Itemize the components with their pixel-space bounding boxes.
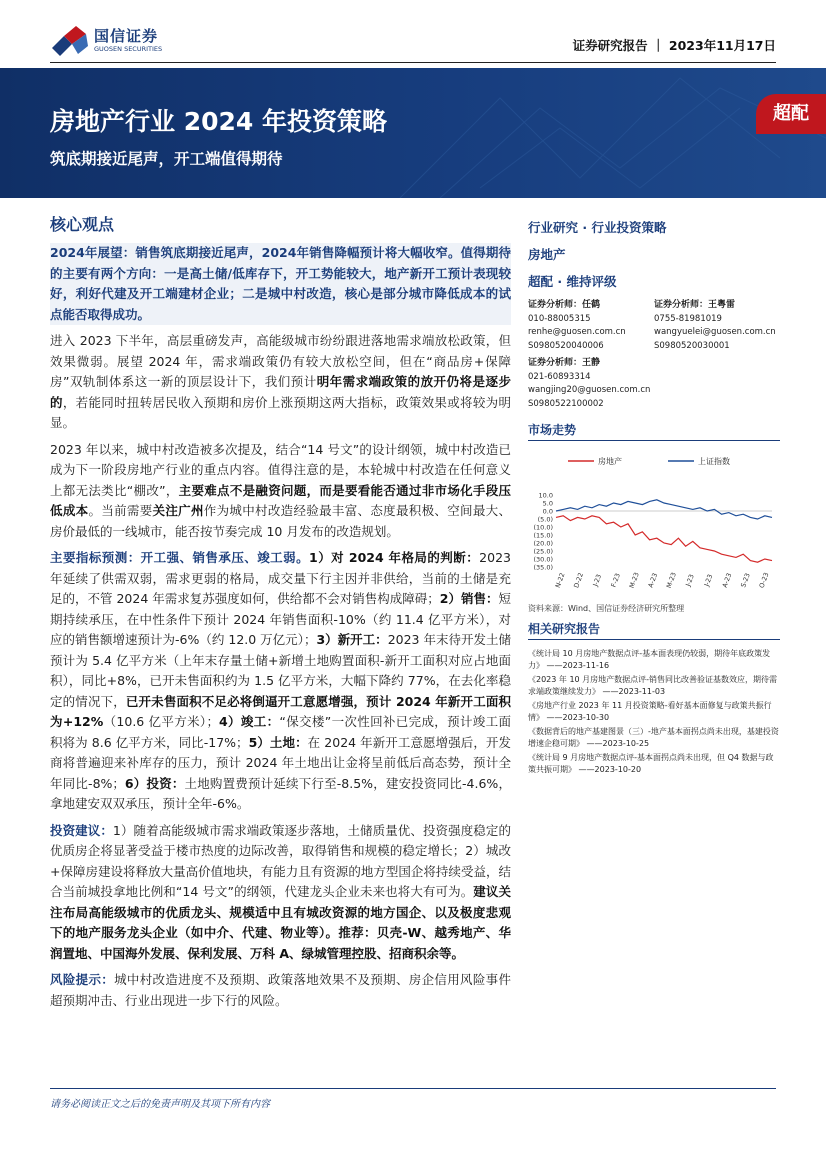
forecast-paragraph: 主要指标预测：开工强、销售承压、竣工弱。1）对 2024 年格局的判断：2023 年延续了供需双弱，需求更弱的格局，成交量下行主因并非供给，当前的土储是充足的，不管 2024 年需求复苏强度如何，供给都不会对销售构成障碍；2）销售：短期持续承压，在中性条件下预计 2024 年销售面积-10%（约 11.4 亿平方米），对应的销售额增速预计为-6%（约 12.0 万亿元）；3）新开工：2023 年末待开发土储预计为 5.4 亿平方米（上年末存量土储+新增土地购置面积-新开工面积对应占地面积），同比+8%，已开未售面积约为 1.5 亿平方米，大幅下降约 77%，在去化率稳定的情况下，已开未售面积不足必将倒逼开工意愿增强，预计 2024 年新开工面积为+12%（10.6 亿平方米）；4）竣工：“保交楼”一次性回补已完成，预计竣工面积将为 8.6 亿平方米，同比-17%；5）土地：在 2024 年新开工意愿增强后，开发商将普遍迎来补库存的压力，预计 2024 年土地出让金将呈前低后高态势，预计全年同比-8%；6）投资：土地购置费预计延续下行至-8.5%，建安投资同比-4.6%，拿地建安双双承压，预计全年-6%。 — [50, 550, 512, 811]
x-tick-label: N-22 — [553, 571, 567, 589]
y-tick-label: (5.0) — [537, 515, 553, 524]
x-tick-label: F-23 — [609, 572, 622, 589]
x-tick-label: A-23 — [720, 571, 734, 589]
x-tick-label: J-23 — [702, 573, 715, 588]
research-category: 行业研究 · 行业投资策略 — [528, 220, 667, 235]
logo-name-cn: 国信证券 — [94, 27, 159, 45]
market-trend-chart — [528, 447, 780, 597]
policy-paragraph: 进入 2023 下半年，高层重磅发声，高能级城市纷纷跟进落地需求端放松政策，但效果微弱。展望 2024 年，需求端政策仍有较大放松空间，但在“商品房+保障房”双轨制体系这一新的顶层设计下，我们预计明年需求端政策的放开仍将是逐步的，若能同时扭转居民收入预期和房价上涨预期这两大指标，政策效果或将较为明显。 — [50, 333, 511, 430]
y-tick-label: 0.0 — [542, 507, 553, 516]
x-tick-label: J-23 — [591, 573, 604, 588]
analyst-card: 证券分析师：王粤雷 0755-81981019 wangyuelei@guosen.com.cn S0980520030001 — [654, 299, 780, 353]
related-report-link[interactable]: 《统计局 9 月房地产数据点评-基本面拐点尚未出现，但 Q4 数据与政策共振可期》 ——2023-10-20 — [528, 753, 774, 774]
header-divider — [50, 62, 776, 63]
report-subtitle: 筑底期接近尾声，开工端值得期待 — [50, 150, 283, 168]
y-tick-label: (35.0) — [533, 563, 553, 572]
related-reports-title: 相关研究报告 — [528, 620, 780, 640]
disclaimer-notice[interactable]: 请务必阅读正文之后的免责声明及其项下所有内容 — [50, 1099, 270, 1110]
x-tick-label: A-23 — [646, 571, 660, 589]
y-tick-label: (30.0) — [533, 555, 553, 564]
title-banner — [0, 68, 826, 198]
related-report-link[interactable]: 《房地产行业 2023 年 11 月投资策略-看好基本面修复与政策共振行情》 ——2023-10-30 — [528, 701, 772, 722]
industry-name: 房地产 — [528, 247, 566, 262]
rating-status: 超配 · 维持评级 — [528, 274, 617, 289]
report-type: 证券研究报告 — [572, 38, 648, 53]
report-date: 2023年11月17日 — [668, 38, 776, 53]
legend-label: 上证指数 — [698, 457, 730, 466]
y-tick-label: 5.0 — [542, 499, 553, 508]
x-tick-label: S-23 — [739, 572, 752, 589]
investment-advice-paragraph: 投资建议：1）随着高能级城市需求端政策逐步落地，土储质量优、投资强度稳定的优质房企将显著受益于楼市热度的边际改善，取得销售和规模的稳定增长；2）城改+保障房建设将释放大量高价值地块，有能力且有资源的地方型国企将持续受益，结合当前城投拿地比例和“14 号文”的纲领，代建龙头企业未来也将大有可为。建议关注布局高能级城市的优质龙头、规模适中且有城改资源的地方国企、以及极度悲观下的地产服务龙头企业（如中介、代建、物业等）。推荐：贝壳-W、越秀地产、华润置地、中国海外发展、保利发展、万科 A、绿城管理控股、招商积余等。 — [50, 822, 511, 961]
analyst-list — [528, 299, 780, 415]
core-views-section — [50, 212, 511, 1017]
footer-divider — [50, 1088, 776, 1089]
y-tick-label: (25.0) — [533, 547, 553, 556]
related-reports-list — [528, 648, 780, 775]
analyst-email[interactable]: renhe@guosen.com.cn — [528, 327, 626, 337]
outlook-summary: 2024年展望：销售筑底期接近尾声，2024年销售降幅预计将大幅收窄。值得期待的主要有两个方向：一是高土储/低库存下，开工势能较大，地产新开工预计表现较好，利好代建及开工端建材企业；二是城中村改造，核心是部分城市降低成本的试点能否取得成功。 — [50, 243, 511, 325]
series-line — [556, 500, 772, 519]
meta-separator: ｜ — [652, 38, 669, 53]
market-trend-title: 市场走势 — [528, 421, 780, 441]
related-report-link[interactable]: 《数据背后的地产基建图景（三）-地产基本面拐点尚未出现，基建投资增速企稳可期》 ——2023-10-25 — [528, 727, 779, 748]
x-tick-label: J-23 — [684, 573, 696, 588]
related-report-link[interactable]: 《2023 年 10 月房地产数据点评-销售同比改善验证基数效应，期待需求端政策继续发力》 ——2023-11-03 — [528, 675, 778, 696]
analyst-email[interactable]: wangyuelei@guosen.com.cn — [654, 327, 776, 337]
sidebar — [528, 218, 780, 778]
section-title: 核心观点 — [50, 215, 115, 234]
guosen-logo-icon — [50, 24, 90, 58]
y-tick-label: 10.0 — [538, 491, 553, 500]
related-report-link[interactable]: 《统计局 10 月房地产数据点评-基本面表现仍较弱，期待年底政策发力》 ——2023-11-16 — [528, 649, 771, 670]
report-meta — [573, 36, 776, 54]
rating-badge: 超配 — [756, 94, 826, 134]
x-tick-label: O-23 — [757, 571, 771, 590]
chart-source: 资料来源：Wind、国信证券经济研究所整理 — [528, 604, 685, 613]
legend-label: 房地产 — [598, 457, 622, 466]
analyst-card: 证券分析师：王静 021-60893314 wangjing20@guosen.com.cn S0980522100002 — [528, 357, 654, 411]
urban-village-paragraph: 2023 年以来，城中村改造被多次提及，结合“14 号文”的设计纲领，城中村改造已成为下一阶段房地产行业的重点内容。值得注意的是，本轮城中村改造在任何意义上都无法类比“棚改”，主要难点不是融资问题，而是要看能否通过非市场化手段压低成本。当前需要关注广州作为城中村改造经验最丰富、态度最积极、空间最大、房价最低的一线城市，能否按节奏完成 10 月发布的改造规划。 — [50, 441, 511, 539]
company-logo — [50, 24, 200, 58]
analyst-email[interactable]: wangjing20@guosen.com.cn — [528, 385, 651, 395]
analyst-card: 证券分析师：任鹤 010-88005315 renhe@guosen.com.cn S0980520040006 — [528, 299, 654, 353]
y-tick-label: (20.0) — [533, 539, 553, 548]
x-tick-label: M-23 — [664, 571, 678, 590]
x-tick-label: D-22 — [572, 571, 586, 590]
x-tick-label: M-23 — [627, 571, 641, 590]
y-tick-label: (10.0) — [533, 523, 553, 532]
risk-paragraph: 风险提示：城中村改造进度不及预期、政策落地效果不及预期、房企信用风险事件超预期冲击、行业出现进一步下行的风险。 — [50, 972, 511, 1008]
y-tick-label: (15.0) — [533, 531, 553, 540]
logo-name-en: GUOSEN SECURITIES — [94, 45, 163, 53]
report-title: 房地产行业 2024 年投资策略 — [50, 107, 387, 136]
series-line — [556, 516, 772, 562]
